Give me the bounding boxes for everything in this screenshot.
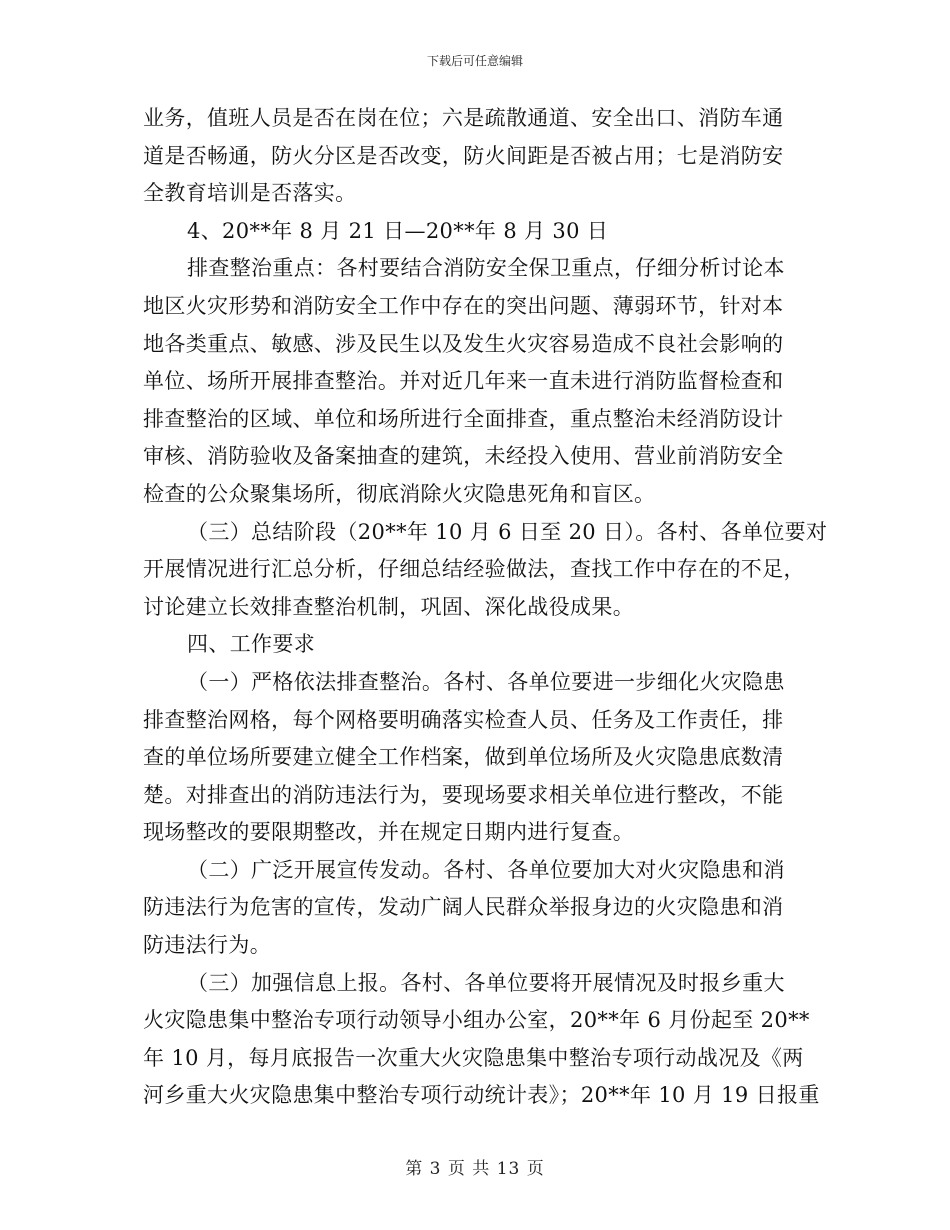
text-line: 河乡重大火灾隐患集中整治专项行动统计表》；20**年 10 月 19 日报重 [143,1083,820,1108]
text-line: 排查整治网格，每个网格要明确落实检查人员、任务及工作责任，排 [143,707,784,732]
text-line: 年 10 月，每月底报告一次重大火灾隐患集中整治专项行动战况及《两 [143,1045,804,1070]
text-line: 排查整治重点：各村要结合消防安全保卫重点，仔细分析讨论本 [187,256,785,281]
text-line: 4、20**年 8 月 21 日—20**年 8 月 30 日 [187,218,609,243]
text-line: 单位、场所开展排查整治。并对近几年来一直未进行消防监督检查和 [143,369,784,394]
text-line: （二）广泛开展宣传发动。各村、各单位要加大对火灾隐患和消 [187,857,785,882]
text-line: 讨论建立长效排查整治机制，巩固、深化战役成果。 [143,594,635,619]
text-line: 地各类重点、敏感、涉及民生以及发生火灾容易造成不良社会影响的 [143,331,784,356]
text-line: 业务，值班人员是否在岗在位；六是疏散通道、安全出口、消防车通 [143,106,784,130]
text-line: 审核、消防验收及备案抽查的建筑，未经投入使用、营业前消防安全 [143,444,784,469]
text-line: （一）严格依法排查整治。各村、各单位要进一步细化火灾隐患 [187,669,785,694]
text-line: 火灾隐患集中整治专项行动领导小组办公室，20**年 6 月份起至 20** [143,1008,810,1033]
text-line: 地区火灾形势和消防安全工作中存在的突出问题、薄弱环节，针对本 [143,293,784,318]
text-line: 现场整改的要限期整改，并在规定日期内进行复查。 [143,820,635,845]
text-line: 全教育培训是否落实。 [143,181,357,206]
text-line: 四、工作要求 [187,632,316,657]
page-header-note: 下载后可任意编辑 [426,54,523,68]
text-line: 检查的公众聚集场所，彻底消除火灾隐患死角和盲区。 [143,481,656,506]
text-line: （三）总结阶段（20**年 10 月 6 日至 20 日）。各村、各单位要对 [187,519,828,544]
text-line: 道是否畅通，防火分区是否改变，防火间距是否被占用；七是消防安 [143,143,784,168]
text-line: 防违法行为。 [143,933,272,958]
text-line: 开展情况进行汇总分析，仔细总结经验做法，查找工作中存在的不足， [143,557,805,582]
text-line: （三）加强信息上报。各村、各单位要将开展情况及时报乡重大 [187,970,785,995]
text-line: 排查整治的区域、单位和场所进行全面排查，重点整治未经消防设计 [143,406,784,431]
page-number-footer: 第 3 页 共 13 页 [405,1159,545,1179]
text-line: 防违法行为危害的宣传，发动广阔人民群众举报身边的火灾隐患和消 [143,895,784,920]
document-body [143,100,828,1115]
text-line: 查的单位场所要建立健全工作档案，做到单位场所及火灾隐患底数清 [143,745,784,770]
text-line: 楚。对排查出的消防违法行为，要现场要求相关单位进行整改，不能 [143,782,784,807]
